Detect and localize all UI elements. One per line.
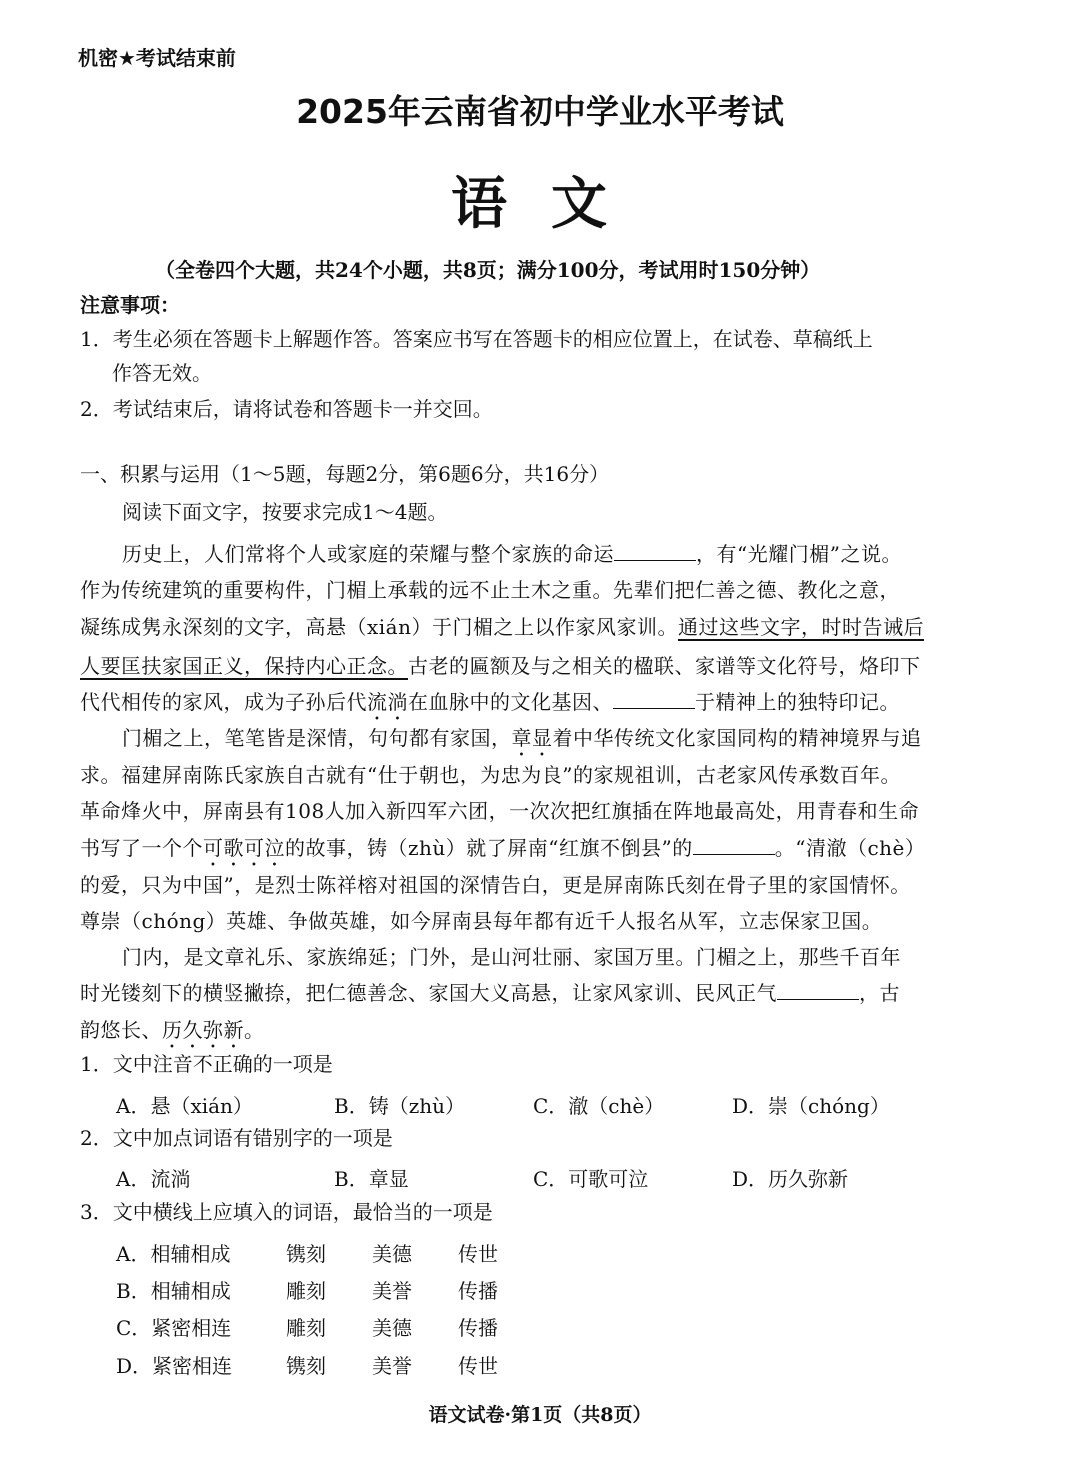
dotted-word: 可歌可泣 (203, 836, 285, 860)
q1-option-b: B．铸（zhù） (334, 1094, 465, 1118)
text-run: ，古 (859, 981, 900, 1005)
text-run: 于精神上的独特印记。 (695, 690, 900, 714)
q2-option-c: C．可歌可泣 (533, 1167, 649, 1191)
passage-p1-line-1 (122, 538, 902, 567)
text-run: 书写了一个个 (80, 836, 203, 860)
q3-option-c-word-2: 雕刻 (286, 1316, 326, 1340)
text-run: 历史上，人们常将个人或家庭的荣耀与整个家族的命运 (122, 542, 614, 566)
notice-item-1-line-2: 作答无效。 (112, 361, 212, 385)
q2-option-d: D．历久弥新 (732, 1167, 849, 1191)
text-run: 凝练成隽永深刻的文字，高悬（xián）于门楣之上以作家风家训。 (80, 615, 678, 639)
q3-option-d-word-1: D．紧密相连 (116, 1354, 233, 1378)
passage-p2-line-1 (122, 722, 922, 761)
fill-blank-1 (614, 542, 696, 561)
question-1-stem: 1．文中注音不正确的一项是 (80, 1052, 333, 1076)
subject-title: 语文 (451, 172, 651, 237)
confidential-label: 机密★考试结束前 (78, 46, 236, 70)
q1-option-d: D．崇（chóng） (732, 1094, 890, 1118)
q2-option-a: A．流淌 (116, 1167, 191, 1191)
exam-title: 2025年云南省初中学业水平考试 (296, 92, 784, 131)
text-run: 在血脉中的文化基因、 (408, 690, 613, 714)
dotted-word: 章显 (511, 726, 553, 750)
text-run: 古老的匾额及与之相关的楹联、家谱等文化符号，烙印下 (408, 654, 921, 678)
passage-p1-line-5 (80, 686, 900, 725)
page-footer: 语文试卷·第1页（共8页） (428, 1404, 652, 1426)
notice-item-2: 2．考试结束后，请将试卷和答题卡一并交回。 (80, 397, 493, 421)
passage-p2-line-4 (80, 832, 925, 871)
notice-title: 注意事项： (80, 293, 180, 317)
q3-option-a-word-1: A．相辅相成 (116, 1242, 231, 1266)
q2-option-b: B．章显 (334, 1167, 409, 1191)
passage-p1-line-4 (80, 650, 921, 679)
q3-option-b-word-4: 传播 (458, 1279, 498, 1303)
section-1-instruction: 阅读下面文字，按要求完成1～4题。 (122, 500, 448, 524)
text-run: 时光镂刻下的横竖撇捺，把仁德善念、家国大义高悬，让家风家训、民风正气 (80, 981, 777, 1005)
fill-blank-4 (777, 981, 859, 1000)
text-run: 。“清澈（chè） (774, 836, 926, 860)
fill-blank-2 (613, 690, 695, 709)
passage-p2-line-3: 革命烽火中，屏南县有108人加入新四军六团，一次次把红旗插在阵地最高处，用青春和生命 (80, 799, 920, 823)
text-run: 。 (244, 1018, 265, 1042)
q3-option-d-word-3: 美誉 (372, 1354, 412, 1378)
text-run: 代代相传的家风，成为子孙后代 (80, 690, 367, 714)
q3-option-d-word-4: 传世 (458, 1354, 498, 1378)
q3-option-c-word-4: 传播 (458, 1316, 498, 1340)
text-run: 韵悠长、 (80, 1018, 162, 1042)
q1-option-a: A．悬（xián） (116, 1094, 253, 1118)
passage-p3-line-2 (80, 977, 900, 1006)
q3-option-b-word-2: 雕刻 (286, 1279, 326, 1303)
q3-option-d-word-2: 镌刻 (286, 1354, 326, 1378)
section-1-heading: 一、积累与运用（1～5题，每题2分，第6题6分，共16分） (80, 462, 610, 486)
passage-p3-line-1: 门内，是文章礼乐、家族绵延；门外，是山河壮丽、家国万里。门楣之上，那些千百年 (122, 945, 901, 969)
question-3-stem: 3．文中横线上应填入的词语，最恰当的一项是 (80, 1200, 493, 1224)
q3-option-a-word-3: 美德 (372, 1242, 412, 1266)
q3-option-b-word-3: 美誉 (372, 1279, 412, 1303)
underlined-sentence: 人要匡扶家国正义，保持内心正念。 (80, 654, 408, 678)
q3-option-c-word-3: 美德 (372, 1316, 412, 1340)
dotted-word: 历久弥新 (162, 1018, 244, 1042)
passage-p2-line-2: 求。福建屏南陈氏家族自古就有“仕于朝也，为忠为良”的家规祖训，古老家风传承数百年。 (80, 763, 901, 787)
q3-option-b-word-1: B．相辅相成 (116, 1279, 231, 1303)
fill-blank-3 (693, 836, 775, 855)
exam-info: （全卷四个大题，共24个小题，共8页；满分100分，考试用时150分钟） (155, 258, 821, 282)
underlined-sentence: 通过这些文字，时时告诫后 (677, 615, 924, 639)
q3-option-c-word-1: C．紧密相连 (116, 1316, 232, 1340)
text-run: 门楣之上，笔笔皆是深情，句句都有家国， (122, 726, 512, 750)
q3-option-a-word-2: 镌刻 (286, 1242, 326, 1266)
text-run: 着中华传统文化家国同构的精神境界与追 (552, 726, 922, 750)
notice-item-1-line-1: 1．考生必须在答题卡上解题作答。答案应书写在答题卡的相应位置上，在试卷、草稿纸上 (80, 327, 873, 351)
q1-option-c: C．澈（chè） (533, 1094, 665, 1118)
question-2-stem: 2．文中加点词语有错别字的一项是 (80, 1126, 393, 1150)
dotted-word: 流淌 (367, 690, 408, 714)
text-run: ，有“光耀门楣”之说。 (696, 542, 902, 566)
passage-p2-line-6: 尊崇（chóng）英雄、争做英雄，如今屏南县每年都有近千人报名从军，立志保家卫国。 (80, 909, 883, 933)
passage-p1-line-3 (80, 611, 924, 640)
text-run: 的故事，铸（zhù）就了屏南“红旗不倒县”的 (285, 836, 693, 860)
passage-p1-line-2: 作为传统建筑的重要构件，门楣上承载的远不止土木之重。先辈们把仁善之德、教化之意， (80, 578, 900, 602)
q3-option-a-word-4: 传世 (458, 1242, 498, 1266)
passage-p2-line-5: 的爱，只为中国”，是烈士陈祥榕对祖国的深情告白，更是屏南陈氏刻在骨子里的家国情怀。 (80, 873, 911, 897)
passage-p3-line-3 (80, 1014, 265, 1053)
